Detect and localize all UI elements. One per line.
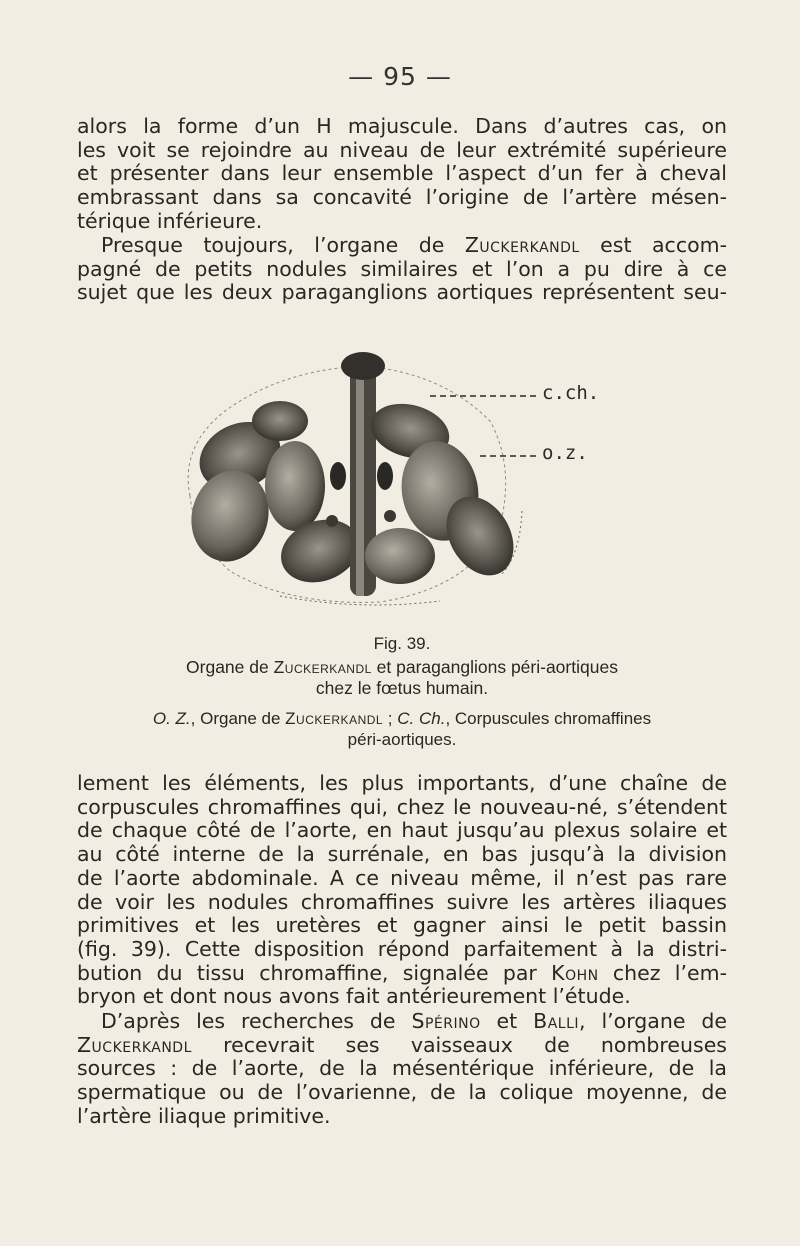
text-line: l’artère iliaque primitive. <box>77 1103 331 1128</box>
text-line: D’après les recherches de Spérino et Balli, l’organe de <box>101 1009 727 1033</box>
text-line: de chaque côté de l’aorte, en haut jusqu’au plexus solaire et <box>77 818 727 843</box>
paragraph-2 <box>77 234 727 305</box>
author-name: Kohn <box>551 960 599 985</box>
text-line: (fig. 39). Cette disposition répond parfaitement à la distri- <box>77 936 727 961</box>
figure-39-illustration <box>170 326 600 616</box>
author-name: Zuckerkandl <box>77 1032 192 1057</box>
text-line: corpuscules chromaffines qui, chez le nouveau-né, s’étendent <box>77 794 727 819</box>
label-corpuscules-chromaffines: c.ch. <box>542 382 600 404</box>
text-line: Zuckerkandl recevrait ses vaisseaux de nombreuses <box>77 1032 727 1057</box>
text-line: bryon et dont nous avons fait antérieurement l’étude. <box>77 984 631 1009</box>
author-name: Zuckerkandl <box>285 709 384 728</box>
paragraph-3 <box>77 772 727 1009</box>
text-line: térique inférieure. <box>77 208 263 233</box>
text-line: les voit se rejoindre au niveau de leur extrémité supérieure <box>77 137 727 162</box>
author-name: Zuckerkandl <box>273 657 372 677</box>
text-line: pagné de petits nodules similaires et l’on a pu dire à ce <box>77 256 727 281</box>
legend-abbrev-oz: O. Z. <box>152 709 191 728</box>
text-line: alors la forme d’un H majuscule. Dans d’autres cas, on <box>77 114 727 138</box>
figure-caption-title: Organe de Zuckerkandl et paraganglions péri-aortiques chez le fœtus humain. <box>186 657 618 698</box>
text-line: sources : de l’aorte, de la mésentérique inférieure, de la <box>77 1056 727 1081</box>
text-line: embrassant dans sa concavité l’origine de l’artère mésen- <box>77 185 727 210</box>
page-number: — 95 — <box>348 62 452 91</box>
figure-number: Fig. 39. <box>373 634 431 653</box>
author-name: Balli <box>533 1009 579 1033</box>
text-line: bution du tissu chromaffine, signalée par Kohn chez l’em- <box>77 960 727 985</box>
text-line: sujet que les deux paraganglions aortiques représentent seu- <box>77 280 727 305</box>
text-line: et présenter dans leur ensemble l’aspect d’un fer à cheval <box>77 161 727 186</box>
label-organe-zuckerkandl: o.z. <box>542 442 588 464</box>
anatomical-drawing <box>170 326 570 616</box>
text-line: lement les éléments, les plus importants, d’une chaîne de <box>77 771 727 795</box>
text-line: de l’aorte abdominale. A ce niveau même, il n’est pas rare <box>77 865 727 890</box>
text-line: au côté interne de la surrénale, en bas jusqu’à la division <box>77 842 727 867</box>
paragraph-1 <box>77 115 727 234</box>
author-name: Zuckerkandl <box>464 233 580 257</box>
legend-abbrev-cch: C. Ch. <box>397 709 446 728</box>
text-line: de voir les nodules chromaffines suivre les artères iliaques <box>77 889 727 914</box>
figure-legend: O. Z., Organe de Zuckerkandl ; C. Ch., Corpuscules chromaffines péri-aortiques. <box>152 709 652 749</box>
text-line: primitives et les uretères et gagner ainsi le petit bassin <box>77 913 727 938</box>
author-name: Spérino <box>411 1009 481 1033</box>
text-line: spermatique ou de l’ovarienne, de la colique moyenne, de <box>77 1080 727 1105</box>
paragraph-4 <box>77 1010 727 1129</box>
text-line: Presque toujours, l’organe de Zuckerkandl est accom- <box>101 233 727 257</box>
